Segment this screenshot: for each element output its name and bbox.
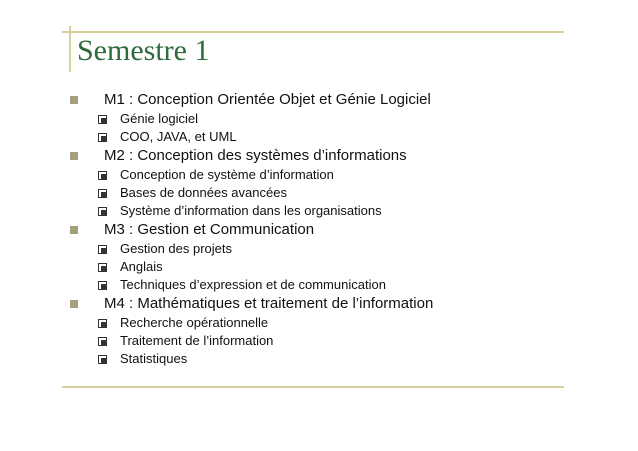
square-bullet-icon	[70, 226, 78, 234]
module-label: M2 : Conception des systèmes d’informations	[104, 147, 407, 164]
checkbox-bullet-icon	[98, 319, 107, 328]
square-bullet-icon	[70, 152, 78, 160]
module-label: M3 : Gestion et Communication	[104, 221, 315, 238]
course-label: Statistiques	[120, 351, 188, 366]
course-label: Anglais	[120, 259, 163, 274]
course-label: Recherche opérationnelle	[120, 315, 269, 330]
checkbox-bullet-icon	[98, 133, 107, 142]
course-item	[70, 314, 550, 332]
course-item	[70, 128, 550, 146]
checkbox-bullet-icon	[98, 189, 107, 198]
checkbox-bullet-icon	[98, 355, 107, 364]
checkbox-bullet-icon	[98, 281, 107, 290]
course-item	[70, 350, 550, 368]
course-item	[70, 332, 550, 350]
checkbox-bullet-icon	[98, 207, 107, 216]
course-item	[70, 276, 550, 294]
course-item	[70, 258, 550, 276]
module-item	[70, 90, 550, 110]
square-bullet-icon	[70, 300, 78, 308]
course-item	[70, 166, 550, 184]
course-label: Système d’information dans les organisations	[120, 203, 382, 218]
course-label: Gestion des projets	[120, 241, 233, 256]
course-label: Traitement de l’information	[120, 333, 274, 348]
checkbox-bullet-icon	[98, 171, 107, 180]
module-label: M4 : Mathématiques et traitement de l’information	[104, 295, 434, 312]
course-label: COO, JAVA, et UML	[120, 129, 237, 144]
slide-title: Semestre 1	[77, 34, 210, 67]
course-item	[70, 202, 550, 220]
checkbox-bullet-icon	[98, 263, 107, 272]
bottom-rule	[62, 386, 564, 388]
module-item	[70, 146, 550, 166]
course-item	[70, 110, 550, 128]
module-item	[70, 294, 550, 314]
module-item	[70, 220, 550, 240]
course-label: Bases de données avancées	[120, 185, 287, 200]
course-label: Conception de système d’information	[120, 167, 334, 182]
checkbox-bullet-icon	[98, 337, 107, 346]
course-label: Génie logiciel	[120, 111, 199, 126]
module-list	[70, 90, 550, 368]
checkbox-bullet-icon	[98, 115, 107, 124]
square-bullet-icon	[70, 96, 78, 104]
course-label: Techniques d’expression et de communication	[120, 277, 386, 292]
course-item	[70, 240, 550, 258]
course-item	[70, 184, 550, 202]
top-rule	[62, 31, 564, 33]
checkbox-bullet-icon	[98, 245, 107, 254]
module-label: M1 : Conception Orientée Objet et Génie Logiciel	[104, 91, 431, 108]
